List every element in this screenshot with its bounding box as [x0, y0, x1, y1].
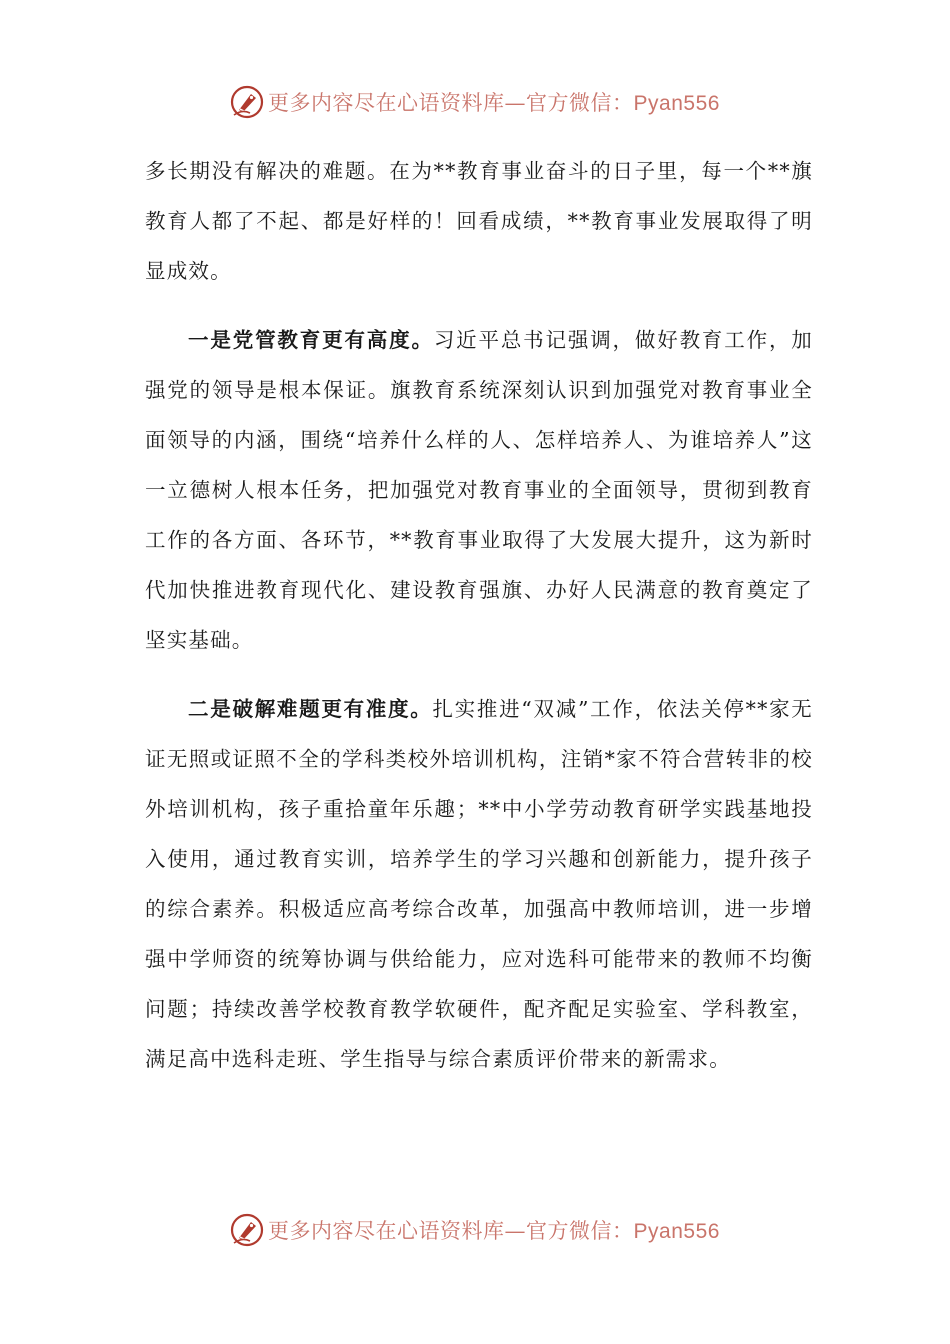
wechat-id: Pyan556: [633, 92, 720, 115]
paragraph-party-leadership: [145, 315, 813, 665]
banner-text: 更多内容尽在心语资料库—官方微信：Pyan556: [268, 1219, 720, 1243]
paragraph-intro: [145, 146, 813, 296]
paragraph-text: 多长期没有解决的难题。在为**教育事业奋斗的日子里，每一个**旗教育人都了不起、都是好样的！回看成绩，**教育事业发展取得了明显成效。: [145, 159, 813, 283]
paragraph-heading: 一是党管教育更有高度。: [188, 328, 434, 352]
banner-text: 更多内容尽在心语资料库—官方微信：Pyan556: [268, 91, 720, 115]
footer-banner: [0, 1208, 950, 1252]
pen-nib-logo-icon: [230, 1213, 264, 1247]
paragraph-text: 扎实推进“双减”工作，依法关停**家无证无照或证照不全的学科类校外培训机构，注销*家不符合营转非的校外培训机构，孩子重拾童年乐趣；**中小学劳动教育研学实践基地投入使用，通过教育实训，培养学生的学习兴趣和创新能力，提升孩子的综合素养。积极适应高考综合改革，加强高中教师培训，进一步增强中学师资的统筹协调与供给能力，应对选科可能带来的教师不均衡问题；持续改善学校教育教学软硬件，配齐配足实验室、学科教室，满足高中选科走班、学生指导与综合素质评价带来的新需求。: [145, 697, 813, 1071]
pen-nib-logo-icon: [230, 85, 264, 119]
paragraph-heading: 二是破解难题更有准度。: [188, 697, 433, 721]
paragraph-solving-problems: [145, 684, 813, 1084]
document-body: [145, 146, 813, 1084]
wechat-id: Pyan556: [633, 1220, 720, 1243]
paragraph-text: 习近平总书记强调，做好教育工作，加强党的领导是根本保证。旗教育系统深刻认识到加强党对教育事业全面领导的内涵，围绕“培养什么样的人、怎样培养人、为谁培养人”这一立德树人根本任务，把加强党对教育事业的全面领导，贯彻到教育工作的各方面、各环节，**教育事业取得了大发展大提升，这为新时代加快推进教育现代化、建设教育强旗、办好人民满意的教育奠定了坚实基础。: [145, 328, 813, 652]
header-banner: [0, 80, 950, 124]
